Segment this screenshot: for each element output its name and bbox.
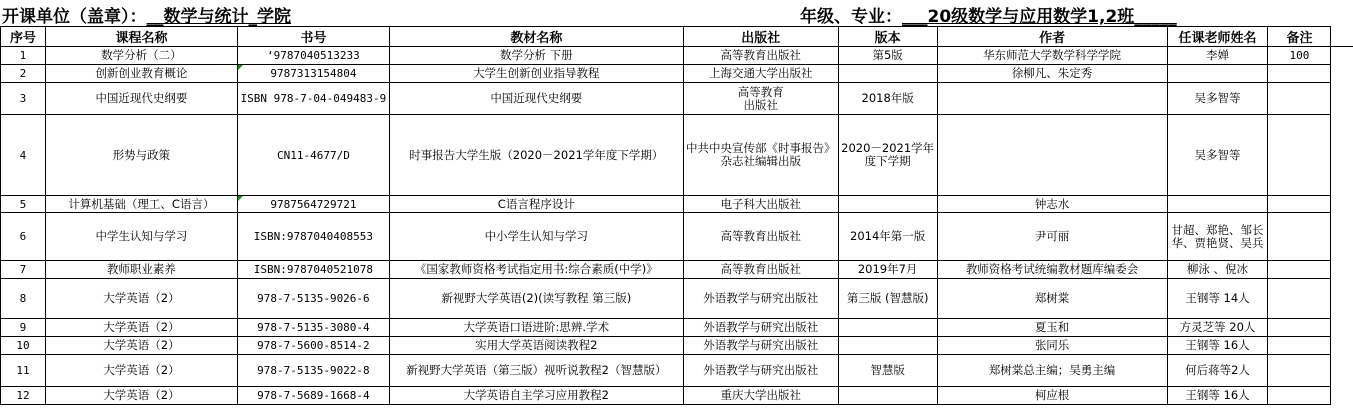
isbn-cell[interactable]: 9787564729721: [237, 196, 389, 213]
author-cell[interactable]: [937, 115, 1167, 196]
isbn-cell[interactable]: ISBN 978-7-04-049483-9: [237, 83, 389, 115]
row-number-cell[interactable]: 5: [1, 196, 46, 213]
edition-cell[interactable]: [838, 65, 937, 83]
edition-cell[interactable]: 智慧版: [838, 355, 937, 387]
col-no-header[interactable]: 序号: [1, 27, 46, 47]
textbook-title-cell[interactable]: 实用大学英语阅读教程2: [389, 337, 683, 355]
author-cell[interactable]: 柯应根: [937, 387, 1167, 405]
author-cell[interactable]: 徐柳凡、朱定秀: [937, 65, 1167, 83]
edition-cell[interactable]: 2018年版: [838, 83, 937, 115]
note-cell[interactable]: [1268, 337, 1331, 355]
teacher-cell[interactable]: 王钢等 16人: [1167, 337, 1268, 355]
note-cell[interactable]: 100: [1268, 47, 1331, 65]
textbook-title-cell[interactable]: 大学英语口语进阶:思辨.学术: [389, 319, 683, 337]
author-cell[interactable]: 钟志水: [937, 196, 1167, 213]
unit-value: __数学与统计_学院: [146, 7, 291, 27]
edition-cell[interactable]: [838, 337, 937, 355]
extra-column-cell: [1331, 337, 1353, 355]
publisher-cell[interactable]: 高等教育出版社: [683, 47, 838, 65]
isbn-cell[interactable]: 9787313154804: [237, 65, 389, 83]
note-cell[interactable]: [1268, 319, 1331, 337]
course-name-cell[interactable]: 教师职业素养: [45, 261, 237, 279]
course-name-cell[interactable]: 创新创业教育概论: [45, 65, 237, 83]
row-number-cell[interactable]: 11: [1, 355, 46, 387]
col-title-header[interactable]: 教材名称: [389, 27, 683, 47]
author-cell[interactable]: 郑树棠: [937, 279, 1167, 319]
teacher-cell[interactable]: 吴多智等: [1167, 83, 1268, 115]
edition-cell[interactable]: 第三版 (智慧版): [838, 279, 937, 319]
course-name-cell[interactable]: 数学分析（二）: [45, 47, 237, 65]
course-name-cell[interactable]: 计算机基础（理工、C语言）: [45, 196, 237, 213]
row-number-cell[interactable]: 9: [1, 319, 46, 337]
author-cell[interactable]: 教师资格考试统编教材题库编委会: [937, 261, 1167, 279]
publisher-cell[interactable]: 外语教学与研究出版社: [683, 355, 838, 387]
extra-column-header: [1331, 27, 1353, 47]
note-cell[interactable]: [1268, 279, 1331, 319]
teacher-cell[interactable]: 方灵芝等 20人: [1167, 319, 1268, 337]
author-cell[interactable]: [937, 83, 1167, 115]
table-row: [1, 355, 1353, 387]
row-number-cell[interactable]: 3: [1, 83, 46, 115]
table-row: [1, 337, 1353, 355]
row-number-cell[interactable]: 8: [1, 279, 46, 319]
extra-column-cell: [1331, 115, 1353, 196]
isbn-cell[interactable]: 978-7-5135-3080-4: [237, 319, 389, 337]
extra-column-cell: [1331, 196, 1353, 213]
textbook-title-cell[interactable]: 新视野大学英语(2)(读写教程 第三版): [389, 279, 683, 319]
table-row: [1, 65, 1353, 83]
header-row: [1, 27, 1353, 47]
textbook-title-cell[interactable]: 大学生创新创业指导教程: [389, 65, 683, 83]
teacher-cell[interactable]: 柳泳 、倪冰: [1167, 261, 1268, 279]
col-publisher-header[interactable]: 出版社: [683, 27, 838, 47]
edition-cell[interactable]: 2019年7月: [838, 261, 937, 279]
table-row: [1, 83, 1353, 115]
col-course-header[interactable]: 课程名称: [45, 27, 237, 47]
table-row: [1, 387, 1353, 405]
note-cell[interactable]: [1268, 387, 1331, 405]
table-row: [1, 115, 1353, 196]
note-cell[interactable]: [1268, 355, 1331, 387]
col-edition-header[interactable]: 版本: [838, 27, 937, 47]
teacher-cell[interactable]: [1167, 65, 1268, 83]
publisher-cell[interactable]: 外语教学与研究出版社: [683, 337, 838, 355]
publisher-cell[interactable]: 中共中央宣传部《时事报告》杂志社编辑出版: [683, 115, 838, 196]
textbook-title-cell[interactable]: 新视野大学英语（第三版）视听说教程2（智慧版）: [389, 355, 683, 387]
grade-label: 年级、专业：: [800, 7, 902, 27]
row-number-cell[interactable]: 1: [1, 47, 46, 65]
course-name-cell[interactable]: 大学英语（2）: [45, 337, 237, 355]
teacher-cell[interactable]: 何后蒋等2人: [1167, 355, 1268, 387]
note-cell[interactable]: [1268, 213, 1331, 261]
table-row: [1, 319, 1353, 337]
table-row: [1, 279, 1353, 319]
isbn-cell[interactable]: ‘9787040513233: [237, 47, 389, 65]
note-cell[interactable]: [1268, 83, 1331, 115]
isbn-cell[interactable]: CN11-4677/D: [237, 115, 389, 196]
note-cell[interactable]: [1268, 261, 1331, 279]
grade-value: ___20级数学与应用数学1,2班_____: [902, 7, 1177, 27]
publisher-cell[interactable]: 高等教育出版社: [683, 213, 838, 261]
row-number-cell[interactable]: 12: [1, 387, 46, 405]
publisher-cell[interactable]: 重庆大学出版社: [683, 387, 838, 405]
textbook-title-cell[interactable]: C语言程序设计: [389, 196, 683, 213]
isbn-cell[interactable]: 978-7-5135-9026-6: [237, 279, 389, 319]
author-cell[interactable]: 夏玉和: [937, 319, 1167, 337]
edition-cell[interactable]: [838, 319, 937, 337]
textbook-title-cell[interactable]: 中小学生认知与学习: [389, 213, 683, 261]
course-name-cell[interactable]: 中国近现代史纲要: [45, 83, 237, 115]
sheet-header: [0, 0, 1353, 26]
publisher-cell[interactable]: 高等教育出版社: [683, 261, 838, 279]
publisher-cell[interactable]: 高等教育 出版社: [683, 83, 838, 115]
row-number-cell[interactable]: 4: [1, 115, 46, 196]
author-cell[interactable]: 张同乐: [937, 337, 1167, 355]
extra-column-cell: [1331, 65, 1353, 83]
author-cell[interactable]: 尹可丽: [937, 213, 1167, 261]
course-name-cell[interactable]: 大学英语（2）: [45, 355, 237, 387]
publisher-cell[interactable]: 电子科大出版社: [683, 196, 838, 213]
table-row: [1, 213, 1353, 261]
publisher-cell[interactable]: 外语教学与研究出版社: [683, 279, 838, 319]
textbook-title-cell[interactable]: 大学英语自主学习应用教程2: [389, 387, 683, 405]
extra-column-cell: [1331, 83, 1353, 115]
teacher-cell[interactable]: 李婵: [1167, 47, 1268, 65]
isbn-cell[interactable]: 978-7-5689-1668-4: [237, 387, 389, 405]
table-row: [1, 261, 1353, 279]
extra-column-cell: [1331, 213, 1353, 261]
textbook-table: [0, 26, 1353, 405]
isbn-cell[interactable]: 978-7-5135-9022-8: [237, 355, 389, 387]
isbn-cell[interactable]: ISBN:9787040408553: [237, 213, 389, 261]
note-cell[interactable]: [1268, 196, 1331, 213]
teacher-cell[interactable]: 王钢等 16人: [1167, 387, 1268, 405]
table-row: [1, 47, 1353, 65]
unit-label: 开课单位（盖章）：: [2, 7, 147, 27]
textbook-title-cell[interactable]: 中国近现代史纲要: [389, 83, 683, 115]
author-cell[interactable]: 华东师范大学数学科学学院: [937, 47, 1167, 65]
col-isbn-header[interactable]: 书号: [237, 27, 389, 47]
extra-column-cell: [1331, 47, 1353, 65]
publisher-cell[interactable]: 上海交通大学出版社: [683, 65, 838, 83]
edition-cell[interactable]: [838, 196, 937, 213]
course-name-cell[interactable]: 中学生认知与学习: [45, 213, 237, 261]
note-cell[interactable]: [1268, 65, 1331, 83]
edition-cell[interactable]: 第5版: [838, 47, 937, 65]
course-name-cell[interactable]: 大学英语（2）: [45, 279, 237, 319]
teacher-cell[interactable]: 吴多智等: [1167, 115, 1268, 196]
course-name-cell[interactable]: 大学英语（2）: [45, 387, 237, 405]
extra-column-cell: [1331, 279, 1353, 319]
course-name-cell[interactable]: 大学英语（2）: [45, 319, 237, 337]
teacher-cell[interactable]: 王钢等 14人: [1167, 279, 1268, 319]
col-author-header[interactable]: 作者: [937, 27, 1167, 47]
textbook-title-cell[interactable]: 数学分析 下册: [389, 47, 683, 65]
isbn-cell[interactable]: 978-7-5600-8514-2: [237, 337, 389, 355]
edition-cell[interactable]: [838, 387, 937, 405]
row-number-cell[interactable]: 7: [1, 261, 46, 279]
row-number-cell[interactable]: 2: [1, 65, 46, 83]
author-cell[interactable]: 郑树棠总主编；吴勇主编: [937, 355, 1167, 387]
unit-line: [2, 2, 291, 27]
extra-column-cell: [1331, 355, 1353, 387]
col-teacher-header[interactable]: 任课老师姓名: [1167, 27, 1268, 47]
extra-column-cell: [1331, 387, 1353, 405]
textbook-title-cell[interactable]: 时事报告大学生版（2020－2021学年度下学期）: [389, 115, 683, 196]
row-number-cell[interactable]: 10: [1, 337, 46, 355]
textbook-title-cell[interactable]: 《国家教师资格考试指定用书:综合素质(中学)》: [389, 261, 683, 279]
note-cell[interactable]: [1268, 115, 1331, 196]
extra-column-cell: [1331, 319, 1353, 337]
teacher-cell[interactable]: 甘超、郑艳、邹长华、贾艳贤、吴兵: [1167, 213, 1268, 261]
teacher-cell[interactable]: [1167, 196, 1268, 213]
table-row: [1, 196, 1353, 213]
course-name-cell[interactable]: 形势与政策: [45, 115, 237, 196]
grade-line: [800, 2, 1177, 27]
extra-column-cell: [1331, 261, 1353, 279]
isbn-cell[interactable]: ISBN:9787040521078: [237, 261, 389, 279]
edition-cell[interactable]: 2014年第一版: [838, 213, 937, 261]
publisher-cell[interactable]: 外语教学与研究出版社: [683, 319, 838, 337]
table-body: [1, 47, 1353, 405]
edition-cell[interactable]: 2020－2021学年度下学期: [838, 115, 937, 196]
row-number-cell[interactable]: 6: [1, 213, 46, 261]
col-note-header[interactable]: 备注: [1268, 27, 1331, 47]
